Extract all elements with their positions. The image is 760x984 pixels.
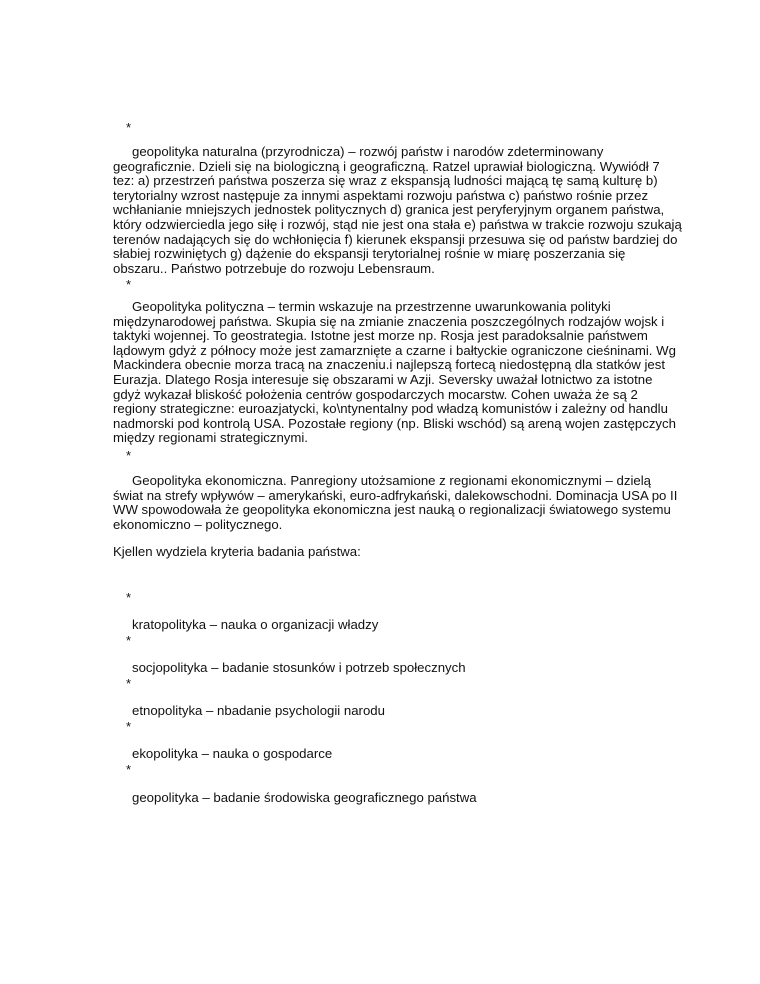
- paragraph-line: Geopolityka ekonomiczna. Panregiony utożsamione z regionami ekonomicznymi – dzielą: [132, 473, 651, 488]
- paragraph-geopolityka-naturalna: [113, 145, 682, 276]
- paragraph-line: terytorialny wzrost następuje za innymi aspektami rozwoju państwa c) państwo rośnie przez: [113, 187, 649, 203]
- bullet-marker: *: [126, 633, 132, 648]
- list-item-socjopolityka: socjopolityka – badanie stosunków i potrzeb społecznych: [132, 660, 466, 675]
- paragraph-geopolityka-ekonomiczna: [113, 474, 677, 532]
- paragraph-line: gdyż wykazał bliskość położenia centrów gospodarczych mocarstw. Cohen uważa że są 2: [113, 386, 638, 402]
- paragraph-line: WW spowodowała że geopolityka ekonomiczna jest nauką o regionalizacji światowego systemu: [113, 502, 671, 518]
- bullet-marker: *: [126, 277, 132, 292]
- paragraph-line: geopolityka naturalna (przyrodnicza) – rozwój państw i narodów zdeterminowany: [132, 144, 604, 159]
- paragraph-line: który odzwierciedla jego siłę i rozwój, stąd nie jest ona stała e) państwa w trakcie rozwoju szukają: [113, 216, 682, 232]
- paragraph-geopolityka-polityczna: [113, 300, 676, 446]
- bullet-marker: *: [126, 719, 132, 734]
- list-item-geopolityka: geopolityka – badanie środowiska geograficznego państwa: [132, 790, 477, 805]
- bullet-marker: *: [126, 120, 132, 135]
- paragraph-line: słabiej rozwiniętych g) dążenie do ekspansji terytorialnej rośnie w miarę poszerzania się: [113, 246, 626, 262]
- paragraph-line: taktyki wojennej. To geostrategia. Istotne jest morze np. Rosja jest paradoksalnie państwem: [113, 328, 648, 344]
- paragraph-line: regiony strategiczne: euroazjatycki, ko\ntynentalny pod władzą komunistów i zależny od handlu: [113, 401, 668, 417]
- paragraph-line: Kjellen wydziela kryteria badania państwa:: [113, 544, 361, 559]
- paragraph-line: Geopolityka polityczna – termin wskazuje na przestrzenne uwarunkowania polityki: [132, 299, 611, 314]
- paragraph-line: wchłanianie mniejszych jednostek politycznych d) granica jest peryferyjnym organem państwa,: [113, 202, 665, 218]
- bullet-marker: *: [126, 448, 132, 463]
- paragraph-line: między regionami strategicznymi.: [113, 430, 308, 446]
- bullet-marker: *: [126, 676, 132, 691]
- paragraph-line: międzynarodowej państwa. Skupia się na zmianie znaczenia poszczególnych rodzajów wojsk i: [113, 313, 665, 329]
- paragraph-line: terenów nadających się do wchłonięcia f) kierunek ekspansji przesuwa się od państw bardziej do: [113, 231, 678, 247]
- paragraph-line: geograficznie. Dzieli się na biologiczną i geograficzną. Ratzel uprawiał biologiczną. Wywiódł 7: [113, 158, 660, 174]
- list-item-ekopolityka: ekopolityka – nauka o gospodarce: [132, 746, 333, 761]
- list-item-etnopolityka: etnopolityka – nbadanie psychologii narodu: [132, 703, 385, 718]
- bullet-marker: *: [126, 590, 132, 605]
- paragraph-line: tez: a) przestrzeń państwa poszerza się wraz z ekspansją ludności mającą tę samą kulturę b): [113, 173, 658, 189]
- paragraph-line: ekonomiczno – politycznego.: [113, 516, 283, 532]
- paragraph-line: Eurazja. Dlatego Rosja interesuje się obszarami w Azji. Seversky uważał lotnictwo za istotne: [113, 371, 653, 387]
- paragraph-line: Mackindera obecnie morza tracą na znaczeniu.i najlepszą fortecą niedostępną dla statków jest: [113, 357, 665, 373]
- bullet-marker: *: [126, 762, 132, 777]
- list-item-kratopolityka: kratopolityka – nauka o organizacji władzy: [132, 617, 379, 632]
- paragraph-line: lądowym gdyż z północy może jest zamarznięte a czarne i bałtyckie ograniczone cieśninami. Wg: [113, 342, 676, 358]
- paragraph-line: nadmorski pod kontrolą USA. Pozostałe regiony (np. Bliski wschód) są areną wojen zastępczych: [113, 415, 676, 431]
- paragraph-line: obszaru.. Państwo potrzebuje do rozwoju Lebensraum.: [113, 260, 435, 276]
- kjellen-intro: [113, 545, 361, 560]
- paragraph-line: świat na strefy wpływów – amerykański, euro-adfrykański, dalekowschodni. Dominacja USA po II: [113, 487, 678, 503]
